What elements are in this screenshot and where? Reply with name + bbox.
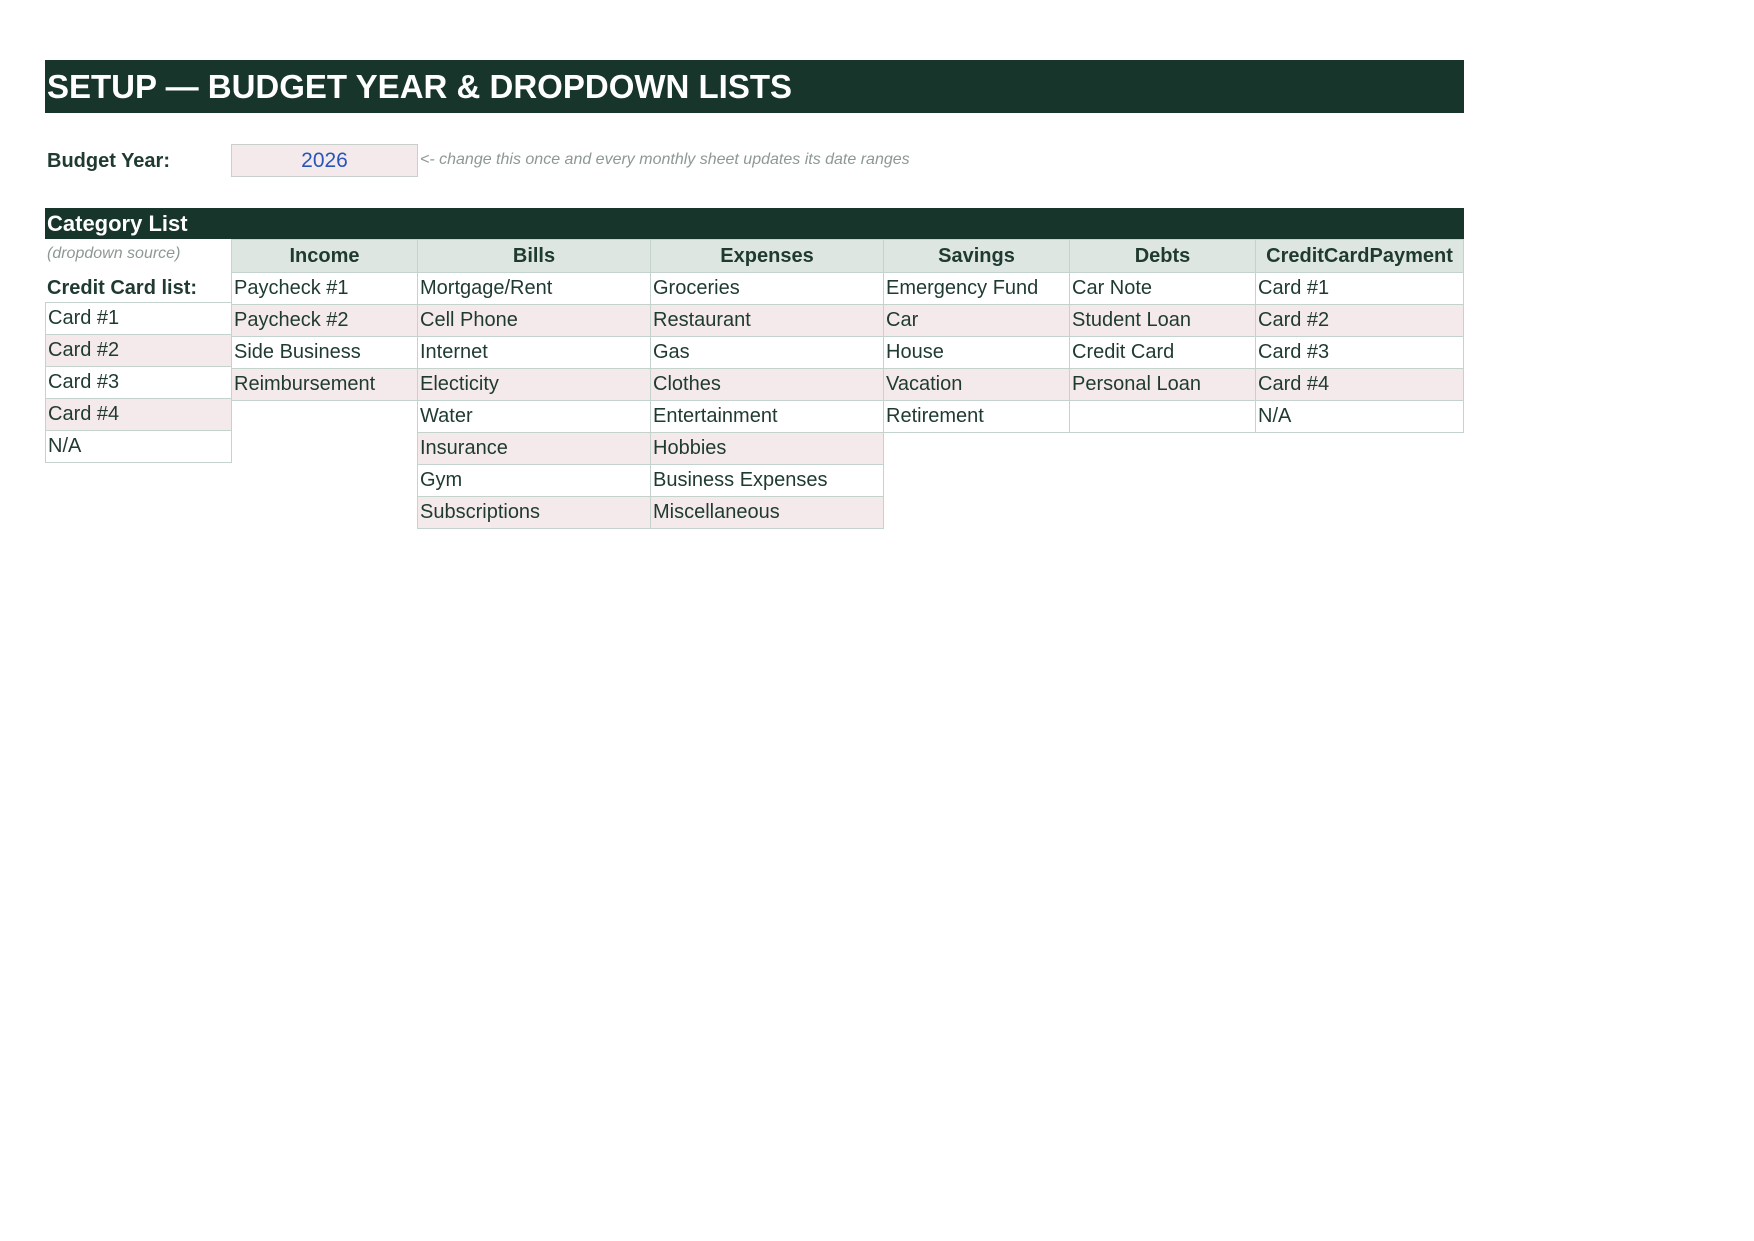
list-item[interactable]: Side Business <box>231 336 418 369</box>
budget-year-input[interactable]: 2026 <box>231 144 418 177</box>
list-item[interactable]: Mortgage/Rent <box>417 272 651 305</box>
list-item[interactable]: Restaurant <box>650 304 884 337</box>
column-header-creditcardpayment: CreditCardPayment <box>1255 239 1464 273</box>
list-item[interactable]: Cell Phone <box>417 304 651 337</box>
list-item[interactable]: Card #3 <box>1255 336 1464 369</box>
list-item[interactable]: Groceries <box>650 272 884 305</box>
list-item[interactable]: Gas <box>650 336 884 369</box>
list-item[interactable]: Electicity <box>417 368 651 401</box>
category-list-title: Category List <box>45 208 1464 239</box>
column-header-bills: Bills <box>417 239 651 273</box>
category-column-bills <box>417 239 651 529</box>
list-item[interactable]: Vacation <box>883 368 1070 401</box>
list-item[interactable]: N/A <box>45 430 232 463</box>
list-item[interactable]: Hobbies <box>650 432 884 465</box>
list-item[interactable]: Subscriptions <box>417 496 651 529</box>
list-item[interactable]: Paycheck #2 <box>231 304 418 337</box>
list-item[interactable]: Car Note <box>1069 272 1256 305</box>
credit-card-list-label: Credit Card list: <box>47 277 198 299</box>
dropdown-source-note: (dropdown source) <box>47 245 181 262</box>
list-item[interactable]: Internet <box>417 336 651 369</box>
category-column-income <box>231 239 418 401</box>
page-title: SETUP — BUDGET YEAR & DROPDOWN LISTS <box>45 60 1464 113</box>
category-column-savings <box>883 239 1070 433</box>
list-item[interactable]: Emergency Fund <box>883 272 1070 305</box>
category-column-creditcardpayment <box>1255 239 1464 433</box>
list-item[interactable]: Water <box>417 400 651 433</box>
list-item[interactable]: N/A <box>1255 400 1464 433</box>
list-item[interactable]: Miscellaneous <box>650 496 884 529</box>
list-item[interactable]: Business Expenses <box>650 464 884 497</box>
column-header-debts: Debts <box>1069 239 1256 273</box>
list-item[interactable]: Gym <box>417 464 651 497</box>
empty-cell[interactable] <box>1069 400 1256 433</box>
list-item[interactable]: House <box>883 336 1070 369</box>
list-item[interactable]: Card #1 <box>45 302 232 335</box>
list-item[interactable]: Card #2 <box>45 334 232 367</box>
list-item[interactable]: Student Loan <box>1069 304 1256 337</box>
list-item[interactable]: Credit Card <box>1069 336 1256 369</box>
list-item[interactable]: Retirement <box>883 400 1070 433</box>
list-item[interactable]: Card #4 <box>45 398 232 431</box>
budget-year-note: <- change this once and every monthly sheet updates its date ranges <box>420 151 910 168</box>
list-item[interactable]: Paycheck #1 <box>231 272 418 305</box>
list-item[interactable]: Card #4 <box>1255 368 1464 401</box>
list-item[interactable]: Card #3 <box>45 366 232 399</box>
list-item[interactable]: Personal Loan <box>1069 368 1256 401</box>
category-column-debts <box>1069 239 1256 433</box>
list-item[interactable]: Car <box>883 304 1070 337</box>
credit-card-list <box>45 302 232 463</box>
category-column-expenses <box>650 239 884 529</box>
list-item[interactable]: Reimbursement <box>231 368 418 401</box>
list-item[interactable]: Insurance <box>417 432 651 465</box>
column-header-savings: Savings <box>883 239 1070 273</box>
list-item[interactable]: Entertainment <box>650 400 884 433</box>
budget-year-label: Budget Year: <box>47 150 170 172</box>
list-item[interactable]: Card #1 <box>1255 272 1464 305</box>
list-item[interactable]: Clothes <box>650 368 884 401</box>
list-item[interactable]: Card #2 <box>1255 304 1464 337</box>
column-header-expenses: Expenses <box>650 239 884 273</box>
column-header-income: Income <box>231 239 418 273</box>
